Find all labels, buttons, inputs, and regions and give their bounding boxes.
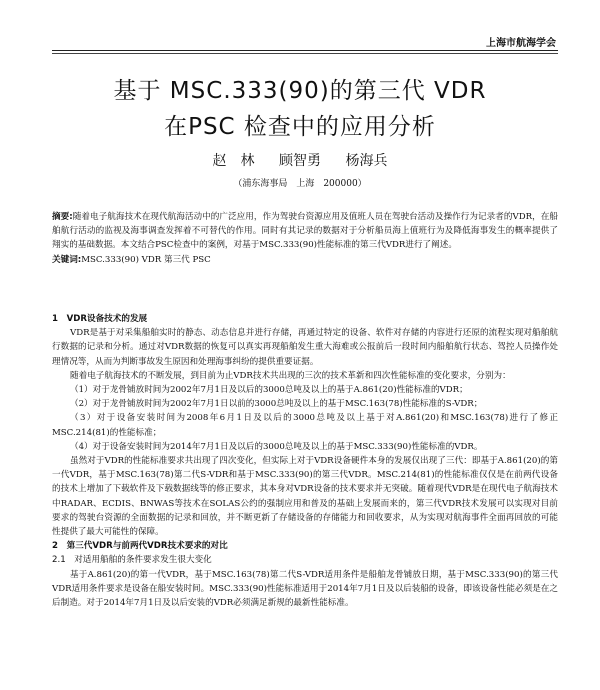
keywords-text: MSC.333(90) VDR 第三代 PSC	[81, 254, 211, 265]
title-line-1: 基于 MSC.333(90)的第三代 VDR	[113, 78, 487, 104]
header-rule-thin	[52, 53, 558, 54]
subsection-heading: 2.1 对适用船舶的条件要求发生很大变化	[52, 555, 212, 566]
paragraph: 基于A.861(20)的第一代VDR，基于MSC.163(78)第二代S-VDR适用条件是船舶龙骨铺放日期，基于MSC.333(90)的第三代VDR适用条件要求是设备在船安装时间。MSC.333(90)性能标准适用于2014年7月1日及以后装船的设备，即该设备性能必须是在之后制造。对于2014年7月1日及以后安装的VDR必须满足新规的最新性能标准。	[52, 569, 558, 609]
header-rule	[52, 50, 558, 51]
list-item: （3）对于设备安装时间为2008年6月1日及以后的3000总吨及以上基于对A.861(20)和MSC.163(78)进行了修正MSC.214(81)的性能标准；	[52, 413, 558, 438]
section-1-heading: 1 VDR设备技术的发展	[52, 314, 148, 324]
authors	[0, 150, 600, 170]
paragraph: 随着电子航海技术的不断发展，到目前为止VDR技术共出现的三次的技术革新和四次性能标准的变化要求，分别为：	[70, 370, 511, 381]
list-item: （2）对于龙骨铺放时间为2002年7月1日以前的3000总吨及以上的基于MSC.163(78)性能标准的S-VDR；	[70, 399, 483, 410]
paragraph: VDR是基于对采集船舶实时的静态、动态信息并进行存储，再通过特定的设备、软件对存储的内容进行还原的流程实现对船舶航行数据的记录和分析。通过对VDR数据的恢复可以真实再现船舶发生重大海难或公报前后一段时间内船舶航行状态、驾控人员操作处理情况等，从而为判断事故发生原因和处理海事纠纷的提供重要证据。	[52, 328, 558, 367]
abstract-label: 摘要:	[52, 212, 73, 222]
author-1: 赵 林	[212, 153, 255, 169]
journal-name: 上海市航海学会	[486, 38, 556, 49]
list-item: （4）对于设备安装时间为2014年7月1日及以后的3000总吨及以上的基于MSC.333(90)性能标准的VDR。	[70, 441, 483, 452]
abstract	[52, 210, 558, 267]
list-item: （1）对于龙骨铺放时间为2002年7月1日及以后的3000总吨及以上的基于A.861(20)性能标准的VDR；	[70, 385, 468, 396]
paragraph: 虽然对于VDR的性能标准要求共出现了四次变化，但实际上对于VDR设备硬件本身的发展仅出现了三代：即基于A.861(20)的第一代VDR，基于MSC.163(78)第二代S-VDR和基于MSC.333(90)的第三代VDR。MSC.214(81)的性能标准仅仅是在前两代设备的技术上增加了下载软件及下载数据线等的修正要求，其本身对VDR设备的技术要求并无突破。随着现代VDR是在现代电子航海技术中RADAR、ECDIS、BNWAS等技术在SOLAS公约的强制应用和普及的基础上发展而来的，第三代VDR技术发展可以实现对目前要求的驾驶台资源的全面数据的记录和回放，并不断更新了存储设备的存储能力和回收要求，从为实现对航海事件全面再回放的可能性提供了最大可能性的保障。	[52, 456, 558, 538]
title-line-2: 在PSC 检查中的应用分析	[164, 114, 436, 140]
affiliation: （浦东海事局 上海 200000）	[233, 179, 367, 189]
keywords-label: 关键词:	[52, 254, 82, 265]
section-2-heading: 2 第三代VDR与前两代VDR技术要求的对比	[52, 541, 228, 552]
author-2: 顾智勇	[279, 153, 321, 169]
abstract-text: 随着电子航海技术在现代航海活动中的广泛应用，作为驾驶台资源应用及值班人员在驾驶台活动及操作行为记录者的VDR，在船舶航行活动的监视及海事调查发挥着不可替代的作用。同时有其记录的数据对于分析船员海上值班行为及降低海事发生的概率提供了翔实的基础数据。本文结合PSC检查中的案例，对基于MSC.333(90)性能标准的第三代VDR进行了阐述。	[52, 212, 558, 251]
author-3: 杨海兵	[345, 153, 388, 169]
section-1	[52, 312, 558, 610]
